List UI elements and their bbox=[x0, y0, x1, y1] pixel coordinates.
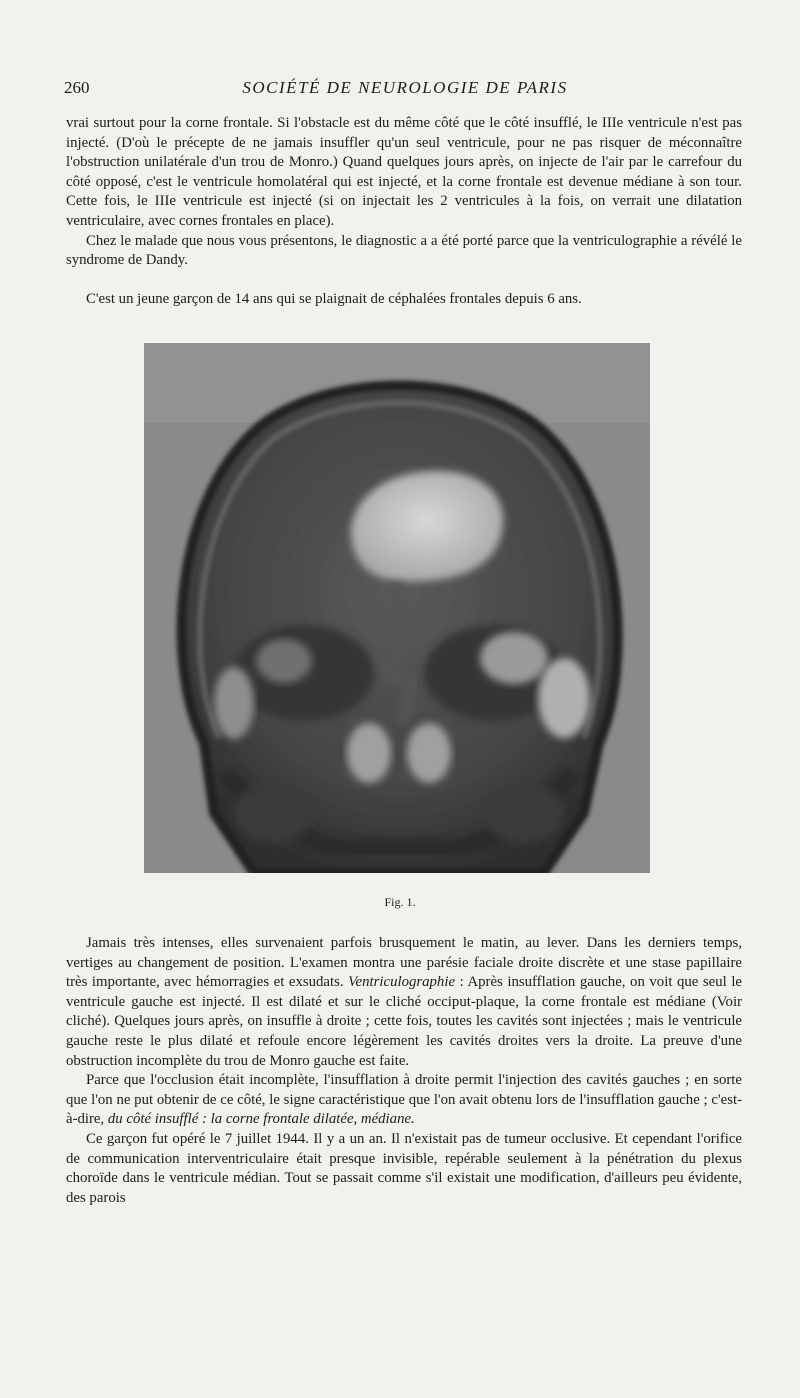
text-block-top bbox=[66, 114, 742, 271]
emphasis-ventriculographie: Ventriculographie bbox=[348, 974, 456, 991]
xray-image bbox=[144, 343, 650, 873]
paragraph-text: : Après insufflation gauche, on voit que seul le ventricule gauche est injecté. Il est dilaté et sur le cliché occiput-plaque, la corne frontale est médiane (Voir cliché). Quelques jours après, on insuffle à droite ; cette fois, toutes les cavités sont injectées ; mais le ventricule gauche reste le plus dilaté et refoule encore légèrement les cavités droites vers la droite. La preuve d'une obstruction incomplète du trou de Monro gauche est faite. bbox=[66, 974, 743, 1069]
paragraph: vrai surtout pour la corne frontale. Si l'obstacle est du même côté que le côté insufflé, le IIIe ventricule n'est pas injecté. (D'où le précepte de ne jamais insuffler qu'un seul ventricule, pour ne pas risquer de méconnaître l'obstruction unilatérale d'un trou de Monro.) Quand quelques jours après, on injecte de l'air par le carrefour du côté opposé, c'est le ventricule homolatéral qui est injecté, et la corne frontale est devenue médiane à son tour. Cette fois, le IIIe ventricule est injecté (si on injectait les 2 ventricules à la fois, on verrait une dilatation ventriculaire, avec cornes frontales en place). bbox=[66, 115, 742, 229]
paragraph bbox=[66, 934, 742, 1071]
paragraph bbox=[66, 1071, 742, 1130]
page-header bbox=[64, 78, 746, 102]
paragraph: Ce garçon fut opéré le 7 juillet 1944. Il y a un an. Il n'existait pas de tumeur occlusive. Et cependant l'orifice de communication interventriculaire était presque invisible, repérable seulement à la pénétration du plexus choroïde dans le ventricule médian. Tout se passait comme s'il existait une modification, d'ailleurs peu évidente, des parois bbox=[66, 1130, 742, 1206]
paragraph-intro: C'est un jeune garçon de 14 ans qui se plaignait de céphalées frontales depuis 6 ans. bbox=[86, 291, 582, 307]
paragraph-text: Jamais très intenses, elles survenaient parfois brusquement le matin, au lever. Dans les derniers temps, vertiges au changement de position. L'examen montra une parésie faciale droite discrète et une stase papillaire très importante, avec hémorragies et exsudats. bbox=[66, 935, 742, 991]
running-title: SOCIÉTÉ DE NEUROLOGIE DE PARIS bbox=[242, 78, 568, 97]
page-number: 260 bbox=[64, 78, 90, 97]
emphasis-conclusion: du côté insufflé : la corne frontale dilatée, médiane. bbox=[107, 1111, 415, 1128]
paragraph: Chez le malade que nous vous présentons, le diagnostic a a été porté parce que la ventriculographie a révélé le syndrome de Dandy. bbox=[66, 232, 742, 269]
ventriculography-xray bbox=[144, 343, 650, 873]
figure-caption: Fig. 1. bbox=[384, 895, 416, 909]
text-block-intro bbox=[66, 290, 742, 310]
text-block-bottom bbox=[66, 934, 742, 1208]
paragraph-text: Parce que l'occlusion était incomplète, l'insufflation à droite permit l'injection des cavités gauches ; en sorte que l'on ne put obtenir de ce côté, le signe caractéristique que l'on avait obtenu lors de l'insufflation gauche ; c'est-à-dire, bbox=[66, 1072, 742, 1128]
